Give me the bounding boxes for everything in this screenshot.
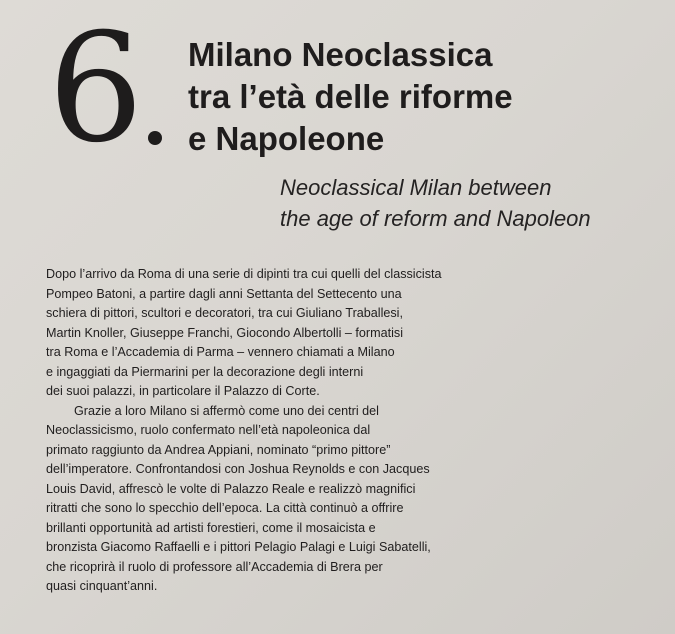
body-line: bronzista Giacomo Raffaelli e i pittori Pelagio Palagi e Luigi Sabatelli,	[46, 540, 431, 554]
body-line: Pompeo Batoni, a partire dagli anni Settanta del Settecento una	[46, 286, 402, 301]
english-subtitle	[280, 172, 591, 234]
body-text	[46, 265, 442, 597]
subtitle-line: the age of reform and Napoleon	[280, 206, 591, 231]
section-title	[188, 34, 513, 160]
body-line: Neoclassicismo, ruolo confermato nell’età napoleonica dal	[46, 423, 371, 437]
body-line: e ingaggiati da Piermarini per la decorazione degli interni	[46, 364, 364, 379]
body-line: che ricoprirà il ruolo di professore all’Accademia di Brera per	[46, 559, 383, 574]
title-line: tra l’età delle riforme	[188, 78, 513, 115]
section-number: 6	[48, 2, 142, 176]
body-line: primato raggiunto da Andrea Appiani, nominato “primo pittore”	[46, 442, 391, 457]
body-line: schiera di pittori, scultori e decoratori, tra cui Giuliano Traballesi,	[46, 306, 403, 320]
body-line: Martin Knoller, Giuseppe Franchi, Giocondo Albertolli – formatisi	[46, 325, 403, 340]
body-line: dei suoi palazzi, in particolare il Palazzo di Corte.	[46, 384, 320, 398]
body-line: brillanti opportunità ad artisti forestieri, come il mosaicista e	[46, 520, 376, 535]
title-line: Milano Neoclassica	[188, 36, 493, 73]
body-line: Grazie a loro Milano si affermò come uno dei centri del	[74, 403, 379, 418]
body-line: tra Roma e l’Accademia di Parma – vennero chiamati a Milano	[46, 345, 395, 359]
body-line: Dopo l’arrivo da Roma di una serie di dipinti tra cui quelli del classicista	[46, 267, 442, 281]
subtitle-line: Neoclassical Milan between	[280, 175, 552, 200]
title-line: e Napoleone	[188, 120, 385, 157]
section-number-dot	[148, 131, 162, 145]
body-line: quasi cinquant’anni.	[46, 579, 158, 593]
body-line: Louis David, affrescò le volte di Palazzo Reale e realizzò magnifici	[46, 481, 416, 496]
body-line: ritratti che sono lo specchio dell’epoca. La città continuò a offrire	[46, 501, 404, 515]
body-line: dell’imperatore. Confrontandosi con Joshua Reynolds e con Jacques	[46, 462, 430, 476]
